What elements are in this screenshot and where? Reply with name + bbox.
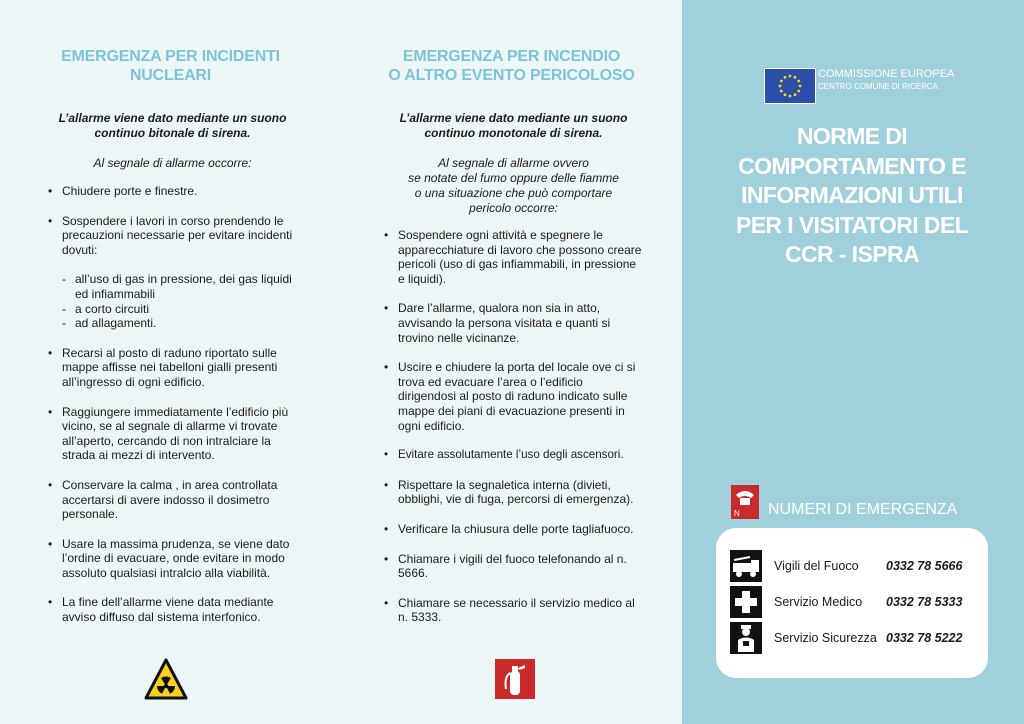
contact-row-security: Servizio Sicurezza 0332 78 5222 bbox=[730, 622, 980, 656]
list-item: • Evitare assolutamente l’uso degli ascensori. bbox=[384, 448, 642, 463]
svg-text:N: N bbox=[734, 509, 740, 518]
radiation-warning-icon bbox=[144, 658, 188, 700]
eu-commission-label: COMMISSIONE EUROPEA CENTRO COMUNE DI RICERCA bbox=[818, 68, 955, 91]
list-item: • Verificare la chiusura delle porte tagliafuoco. bbox=[384, 522, 642, 537]
nuclear-instructions bbox=[48, 184, 306, 625]
list-item: - all’uso di gas in pressione, dei gas liquidi ed infiammabili bbox=[62, 272, 306, 301]
security-guard-icon bbox=[730, 622, 762, 654]
list-item: • Usare la massima prudenza, se viene dato l’ordine di evacuare, onde evitare in modo assoluto qualsiasi intralcio alla viabilità. bbox=[48, 537, 306, 581]
phone-number: 0332 78 5333 bbox=[886, 595, 963, 609]
contact-row-medical: Servizio Medico 0332 78 5333 bbox=[730, 586, 980, 620]
contact-row-fire: Vigili del Fuoco 0332 78 5666 bbox=[730, 550, 980, 584]
phone-number: 0332 78 5222 bbox=[886, 631, 963, 645]
fire-panel bbox=[341, 0, 682, 724]
list-item: • Uscire e chiudere la porta del locale ove ci si trova ed evacuare l’area o l’edificio dirigendosi al posto di raduno indicato sulle mappe dei piani di evacuazione presenti in ogni edificio. bbox=[384, 360, 642, 433]
list-item: • Sospendere ogni attività e spegnere le apparecchiature di lavoro che possono creare pericoli (uso di gas infiammabili, in pressione e liquidi). bbox=[384, 228, 642, 286]
fire-title: EMERGENZA PER INCENDIO O ALTRO EVENTO PERICOLOSO bbox=[388, 48, 635, 84]
nuclear-title: EMERGENZA PER INCIDENTI NUCLEARI bbox=[61, 48, 280, 84]
list-item: - a corto circuiti bbox=[62, 302, 306, 317]
list-item: • La fine dell’allarme viene data mediante avviso diffuso dal sistema interfonico. bbox=[48, 595, 306, 624]
eu-flag-icon bbox=[764, 68, 816, 104]
list-item: • Chiamare se necessario il servizio medico al n. 5333. bbox=[384, 596, 642, 625]
phone-number: 0332 78 5666 bbox=[886, 559, 963, 573]
list-item: • Raggiungere immediatamente l’edificio più vicino, se al segnale di allarme vi trovate all’aperto, cercando di non intralciare la strada ai mezzi di intervento. bbox=[48, 405, 306, 463]
sub-list bbox=[62, 272, 306, 330]
list-item: • Dare l’allarme, qualora non sia in atto, avvisando la persona visitata e quanti si trovino nelle vicinanze. bbox=[384, 301, 642, 345]
fire-extinguisher-icon bbox=[495, 659, 535, 699]
emergency-phone-icon bbox=[731, 485, 759, 519]
page-title: NORME DI COMPORTAMENTO E INFORMAZIONI UTILI PER I VISITATORI DEL CCR - ISPRA bbox=[735, 123, 969, 267]
emergency-contacts-box bbox=[716, 528, 988, 678]
list-item: • Chiamare i vigili del fuoco telefonando al n. 5666. bbox=[384, 552, 642, 581]
cover-panel bbox=[682, 0, 1024, 724]
list-item: • Rispettare la segnaletica interna (divieti, obblighi, vie di fuga, percorsi di emergenza). bbox=[384, 478, 642, 507]
medical-cross-icon bbox=[730, 586, 762, 618]
list-item: • Sospendere i lavori in corso prendendo le precauzioni necessarie per evitare incidenti dovuti: - all’uso di gas in pressione, dei gas liquidi ed infiammabili - a corto circuiti - ad allagamenti. bbox=[48, 214, 306, 331]
fire-instructions bbox=[384, 228, 642, 625]
emergency-numbers-title: NUMERI DI EMERGENZA bbox=[768, 501, 958, 518]
list-item: • Recarsi al posto di raduno riportato sulle mappe affisse nei tabelloni gialli presenti all’ingresso di ogni edificio. bbox=[48, 346, 306, 390]
fire-intro: L’allarme viene dato mediante un suono continuo monotonale di sirena. Al segnale di allarme ovvero se notate del fumo oppure delle fiamme o una situazione che può comportare pericolo occorre: bbox=[399, 111, 628, 215]
nuclear-panel bbox=[0, 0, 341, 724]
list-item: - ad allagamenti. bbox=[62, 316, 306, 331]
fire-truck-icon bbox=[730, 550, 762, 582]
nuclear-intro: L’allarme viene dato mediante un suono continuo bitonale di sirena. Al segnale di allarme occorre: bbox=[58, 111, 287, 170]
list-item: • Chiudere porte e finestre. bbox=[48, 184, 306, 199]
list-item: • Conservare la calma , in area controllata accertarsi di avere indosso il dosimetro personale. bbox=[48, 478, 306, 522]
